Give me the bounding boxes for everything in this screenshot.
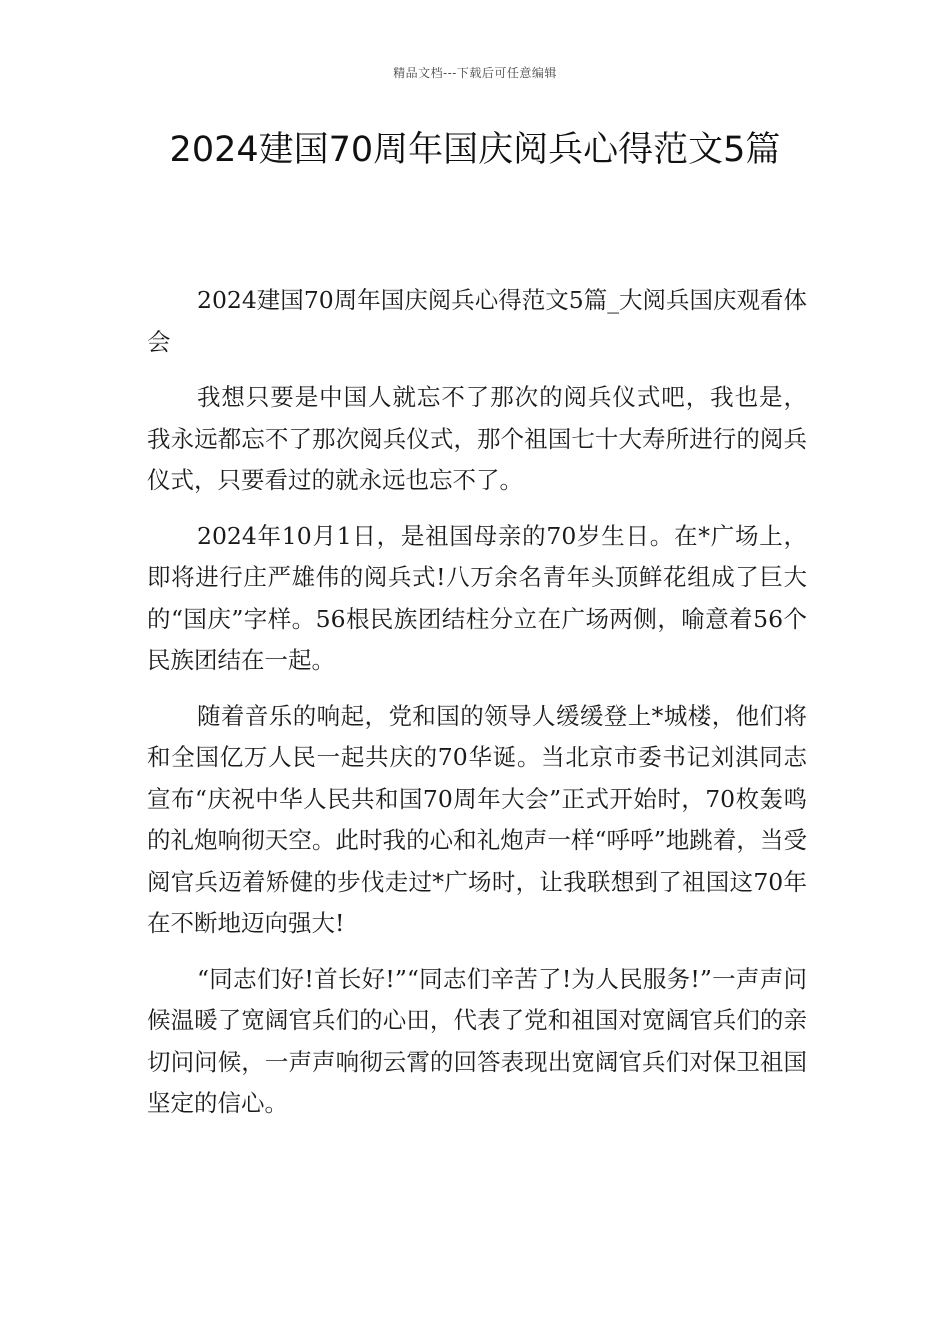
document-title: 2024建国70周年国庆阅兵心得范文5篇 (169, 130, 781, 170)
paragraph: 2024年10月1日，是祖国母亲的70岁生日。在*广场上，即将进行庄严雄伟的阅兵式!八万余名青年头顶鲜花组成了巨大的“国庆”字样。56根民族团结柱分立在广场两侧，喻意着56个民族团结在一起。 (147, 521, 807, 674)
paragraph: 随着音乐的响起，党和国的领导人缓缓登上*城楼，他们将和全国亿万人民一起共庆的70华诞。当北京市委书记刘淇同志宣布“庆祝中华人民共和国70周年大会”正式开始时，70枚轰鸣的礼炮响彻天空。此时我的心和礼炮声一样“呼呼”地跳着，当受阅官兵迈着矫健的步伐走过*广场时，让我联想到了祖国这70年在不断地迈向强大! (147, 701, 807, 937)
paragraph: 我想只要是中国人就忘不了那次的阅兵仪式吧，我也是，我永远都忘不了那次阅兵仪式，那个祖国七十大寿所进行的阅兵仪式，只要看过的就永远也忘不了。 (147, 383, 807, 494)
header-note: 精品文档---下载后可任意编辑 (393, 66, 557, 80)
document-body (147, 280, 807, 1139)
paragraph: “同志们好!首长好!”“同志们辛苦了!为人民服务!”一声声问候温暖了宽阔官兵们的心田，代表了党和祖国对宽阔官兵们的亲切问问候，一声声响彻云霄的回答表现出宽阔官兵们对保卫祖国坚定的信心。 (147, 964, 807, 1117)
paragraph: 2024建国70周年国庆阅兵心得范文5篇_大阅兵国庆观看体会 (147, 286, 807, 356)
